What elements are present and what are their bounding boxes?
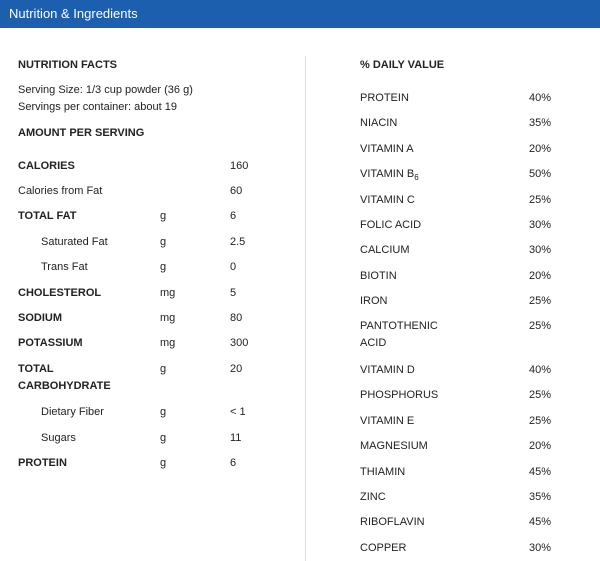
nutrient-amount: 6 (230, 457, 237, 469)
dv-percent: 40% (529, 92, 552, 104)
nutrient-unit: g (160, 261, 167, 273)
nutrient-amount: 300 (230, 337, 249, 349)
dv-percent: 40% (529, 364, 552, 376)
nutrient-name: SODIUM (18, 312, 62, 324)
nutrient-name (18, 363, 111, 392)
nutrient-name: CHOLESTEROL (18, 287, 102, 299)
nutrient-unit: mg (160, 312, 176, 324)
nutrient-amount: 80 (230, 312, 243, 324)
nutrient-amount: 60 (230, 185, 243, 197)
servings-per-container: Servings per container: about 19 (18, 101, 177, 113)
dv-nutrient-name: FOLIC ACID (360, 219, 422, 231)
nutrient-unit: g (160, 432, 167, 444)
nutrient-name: Sugars (41, 432, 76, 444)
dv-nutrient-name: PROTEIN (360, 92, 409, 104)
dv-nutrient-name: IRON (360, 295, 388, 307)
nutrient-amount: 2.5 (230, 236, 246, 248)
dv-nutrient-name: CALCIUM (360, 244, 410, 256)
nutrient-row (18, 457, 298, 482)
dv-nutrient-name: MAGNESIUM (360, 440, 428, 452)
dv-nutrient-name: VITAMIN C (360, 194, 415, 206)
dv-nutrient-name-text: VITAMIN B (360, 168, 415, 180)
nutrient-name: PROTEIN (18, 457, 67, 469)
section-title: Nutrition & Ingredients (9, 6, 138, 21)
nutrient-name-line1: TOTAL (18, 363, 54, 375)
nutrient-name: Calories from Fat (18, 185, 103, 197)
nutrient-amount: 11 (230, 432, 242, 444)
dv-nutrient-subscript: 6 (414, 173, 419, 183)
dv-nutrient-name: THIAMIN (360, 466, 406, 478)
nutrient-name-line2: CARBOHYDRATE (18, 380, 111, 392)
nutrient-unit: g (160, 236, 167, 248)
dv-percent: 20% (529, 440, 552, 452)
nutrient-unit: g (160, 210, 167, 222)
dv-percent: 25% (529, 320, 552, 332)
dv-nutrient-name (360, 318, 438, 352)
dv-nutrient-name: RIBOFLAVIN (360, 516, 425, 528)
nutrient-name: TOTAL FAT (18, 210, 77, 222)
nutrient-amount: 5 (230, 287, 237, 299)
amount-per-serving-heading: AMOUNT PER SERVING (18, 127, 145, 139)
dv-nutrient-name (360, 166, 419, 186)
serving-size: Serving Size: 1/3 cup powder (36 g) (18, 84, 193, 96)
dv-percent: 50% (529, 168, 552, 180)
nutrient-amount: 20 (230, 363, 243, 375)
dv-nutrient-name: VITAMIN A (360, 143, 414, 155)
nutrient-name: Trans Fat (41, 261, 88, 273)
nutrient-row (18, 287, 298, 312)
dv-percent: 25% (529, 295, 552, 307)
nutrient-amount: 160 (230, 160, 249, 172)
nutrient-row (18, 363, 298, 407)
dv-percent: 45% (529, 466, 552, 478)
nutrient-row (18, 236, 298, 261)
nutrient-name: Dietary Fiber (41, 406, 104, 418)
dv-nutrient-name: ZINC (360, 491, 386, 503)
nutrient-name: CALORIES (18, 160, 75, 172)
dv-percent: 25% (529, 389, 552, 401)
dv-percent: 25% (529, 194, 552, 206)
dv-percent: 30% (529, 542, 552, 554)
nutrient-row (18, 337, 298, 362)
dv-percent: 20% (529, 143, 552, 155)
nutrient-amount: 6 (230, 210, 237, 222)
nutrient-row (18, 160, 298, 185)
dv-nutrient-name-line2: ACID (360, 337, 387, 349)
section-header[interactable] (0, 0, 600, 28)
nutrient-row (18, 261, 298, 286)
dv-nutrient-name: BIOTIN (360, 270, 397, 282)
dv-percent: 35% (529, 117, 552, 129)
dv-percent: 30% (529, 244, 552, 256)
daily-value-title: % DAILY VALUE (360, 59, 445, 71)
nutrition-panel (0, 28, 600, 561)
nutrient-row (18, 210, 298, 235)
dv-nutrient-name: NIACIN (360, 117, 398, 129)
dv-nutrient-name-line1: PANTOTHENIC (360, 320, 438, 332)
dv-nutrient-name: PHOSPHORUS (360, 389, 439, 401)
nutrient-unit: mg (160, 337, 176, 349)
dv-nutrient-name: VITAMIN E (360, 415, 415, 427)
column-divider (305, 56, 306, 561)
dv-percent: 25% (529, 415, 552, 427)
nutrient-row (18, 312, 298, 337)
dv-percent: 35% (529, 491, 552, 503)
nutrient-name: POTASSIUM (18, 337, 83, 349)
nutrient-amount: 0 (230, 261, 237, 273)
nutrient-unit: mg (160, 287, 176, 299)
dv-percent: 30% (529, 219, 552, 231)
nutrient-unit: g (160, 363, 167, 375)
nutrient-unit: g (160, 406, 167, 418)
nutrition-facts-title: NUTRITION FACTS (18, 59, 117, 71)
nutrient-unit: g (160, 457, 167, 469)
nutrient-row (18, 185, 298, 210)
nutrient-row (18, 432, 298, 457)
dv-nutrient-name: VITAMIN D (360, 364, 415, 376)
nutrient-row (18, 406, 298, 431)
dv-percent: 20% (529, 270, 552, 282)
dv-percent: 45% (529, 516, 552, 528)
dv-nutrient-name: COPPER (360, 542, 407, 554)
nutrient-name: Saturated Fat (41, 236, 108, 248)
nutrient-amount: < 1 (230, 406, 246, 418)
